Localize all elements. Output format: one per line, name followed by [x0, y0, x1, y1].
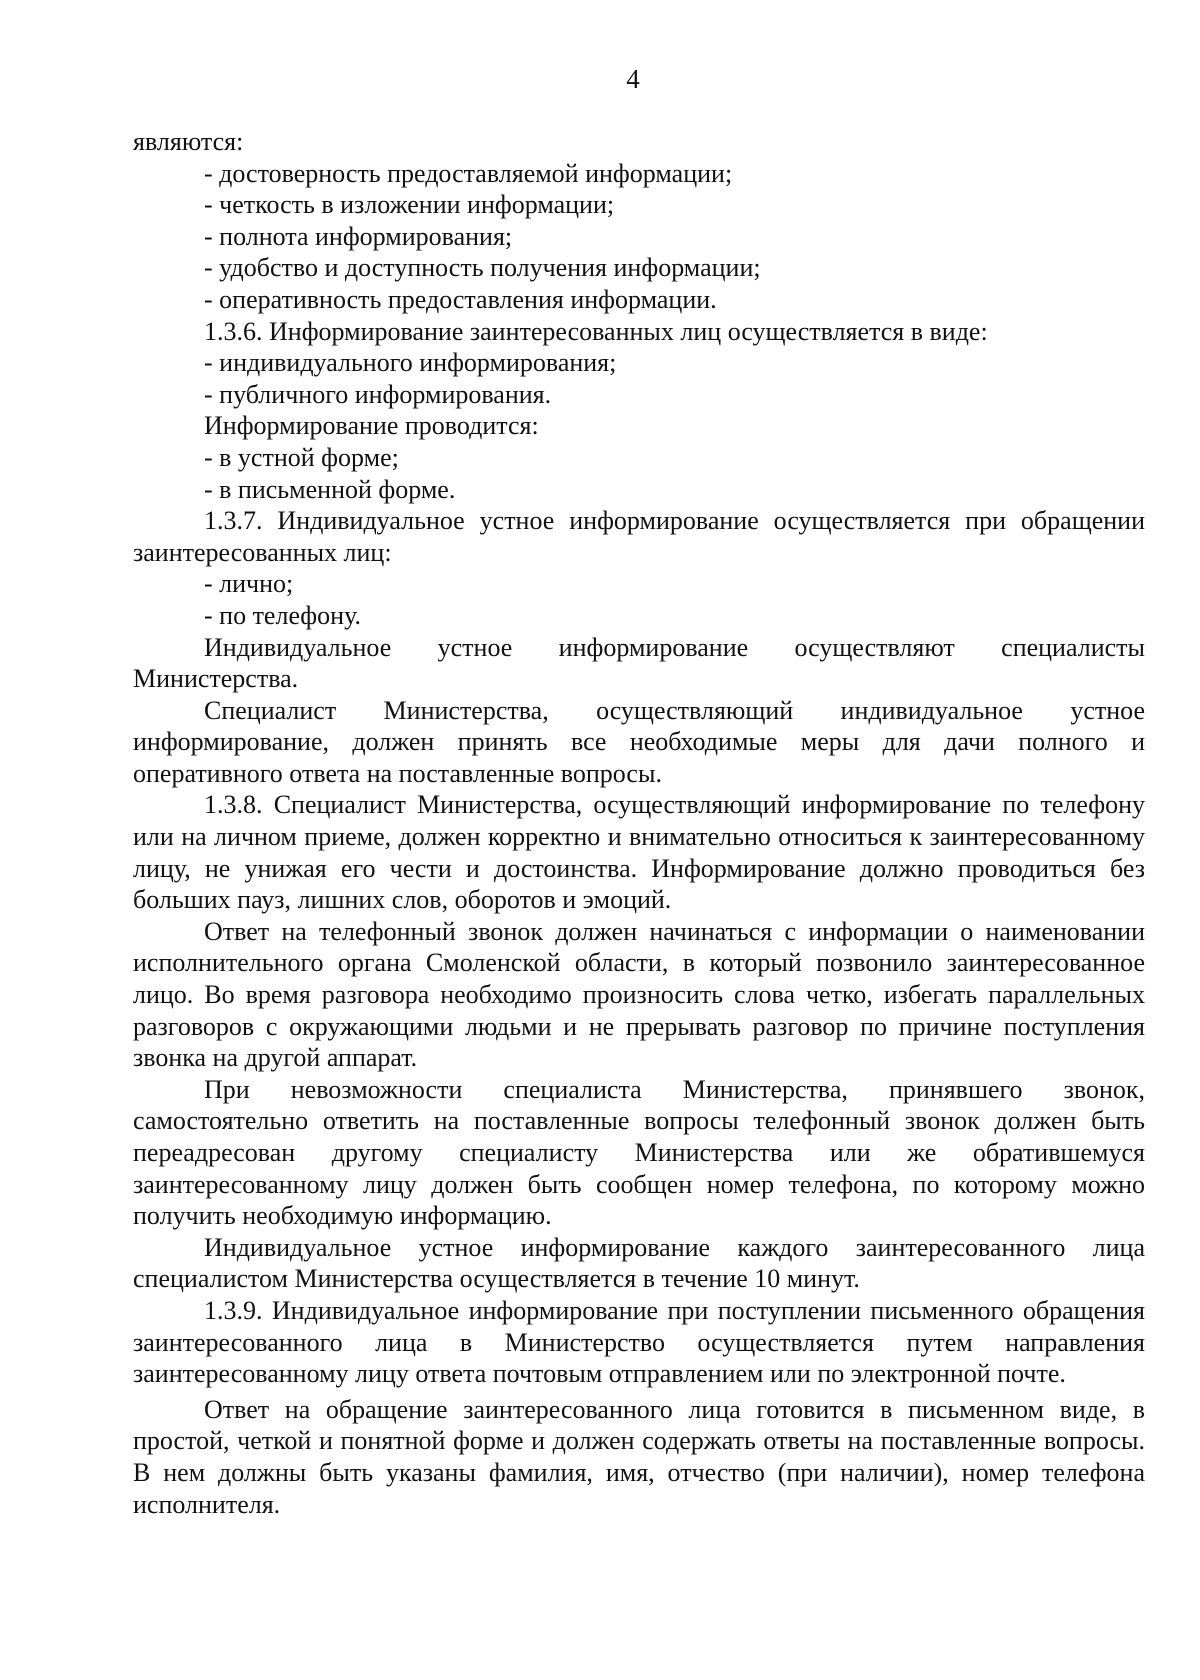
document-body	[133, 126, 1145, 1520]
list-item: - полнота информирования;	[204, 221, 513, 251]
clause-1-3-7: 1.3.7. Индивидуальное устное информирование осуществляется при обращении заинтересованных лиц:	[133, 506, 1145, 567]
clause-1-3-9: 1.3.9. Индивидуальное информирование при поступлении письменного обращения заинтересованного лица в Министерство осуществляется путем направления заинтересованному лицу ответа почтовым отправлением или по электронной почте.	[133, 1295, 1145, 1389]
paragraph: Ответ на обращение заинтересованного лица готовится в письменном виде, в простой, четкой и понятной форме и должен содержать ответы на поставленные вопросы. В нем должны быть указаны фамилия, имя, отчество (при наличии), номер телефона исполнителя.	[133, 1394, 1145, 1519]
list-item: - публичного информирования.	[204, 379, 552, 409]
paragraph: Индивидуальное устное информирование осуществляют специалисты Министерства.	[133, 632, 1145, 694]
list-item: - по телефону.	[204, 600, 361, 630]
list-item: - в устной форме;	[204, 442, 399, 472]
list-item: - удобство и доступность получения информации;	[204, 253, 761, 283]
list-item: - четкость в изложении информации;	[204, 190, 615, 220]
clause-1-3-8: 1.3.8. Специалист Министерства, осуществляющий информирование по телефону или на личном приеме, должен корректно и внимательно относиться к заинтересованному лицу, не унижая его чести и достоинства. Информирование должно проводиться без больших пауз, лишних слов, оборотов и эмоций.	[133, 790, 1145, 915]
paragraph: Специалист Министерства, осуществляющий индивидуальное устное информирование, должен принять все необходимые меры для дачи полного и оперативного ответа на поставленные вопросы.	[133, 695, 1145, 788]
paragraph: Ответ на телефонный звонок должен начинаться с информации о наименовании исполнительного органа Смоленской области, в который позвонило заинтересованное лицо. Во время разговора необходимо произносить слова четко, избегать параллельных разговоров с окружающими людьми и не прерывать разговор по причине поступления звонка на другой аппарат.	[133, 916, 1145, 1073]
list-item: - лично;	[204, 569, 294, 599]
page-number: 4	[626, 64, 640, 94]
text-line: являются:	[133, 127, 244, 156]
paragraph: При невозможности специалиста Министерства, принявшего звонок, самостоятельно ответить на поставленные вопросы телефонный звонок должен быть переадресован другому специалисту Министерства или же обратившемуся заинтересованному лицу должен быть сообщен номер телефона, по которому можно получить необходимую информацию.	[133, 1074, 1145, 1231]
paragraph: Индивидуальное устное информирование каждого заинтересованного лица специалистом Министерства осуществляется в течение 10 минут.	[133, 1232, 1145, 1294]
text-line: Информирование проводится:	[204, 411, 539, 441]
list-item: - оперативность предоставления информации.	[204, 284, 717, 314]
list-item: - индивидуального информирования;	[204, 348, 617, 378]
list-item: - достоверность предоставляемой информации;	[204, 158, 733, 188]
list-item: - в письменной форме.	[204, 474, 456, 504]
clause-1-3-6: 1.3.6. Информирование заинтересованных лиц осуществляется в виде:	[204, 316, 988, 346]
